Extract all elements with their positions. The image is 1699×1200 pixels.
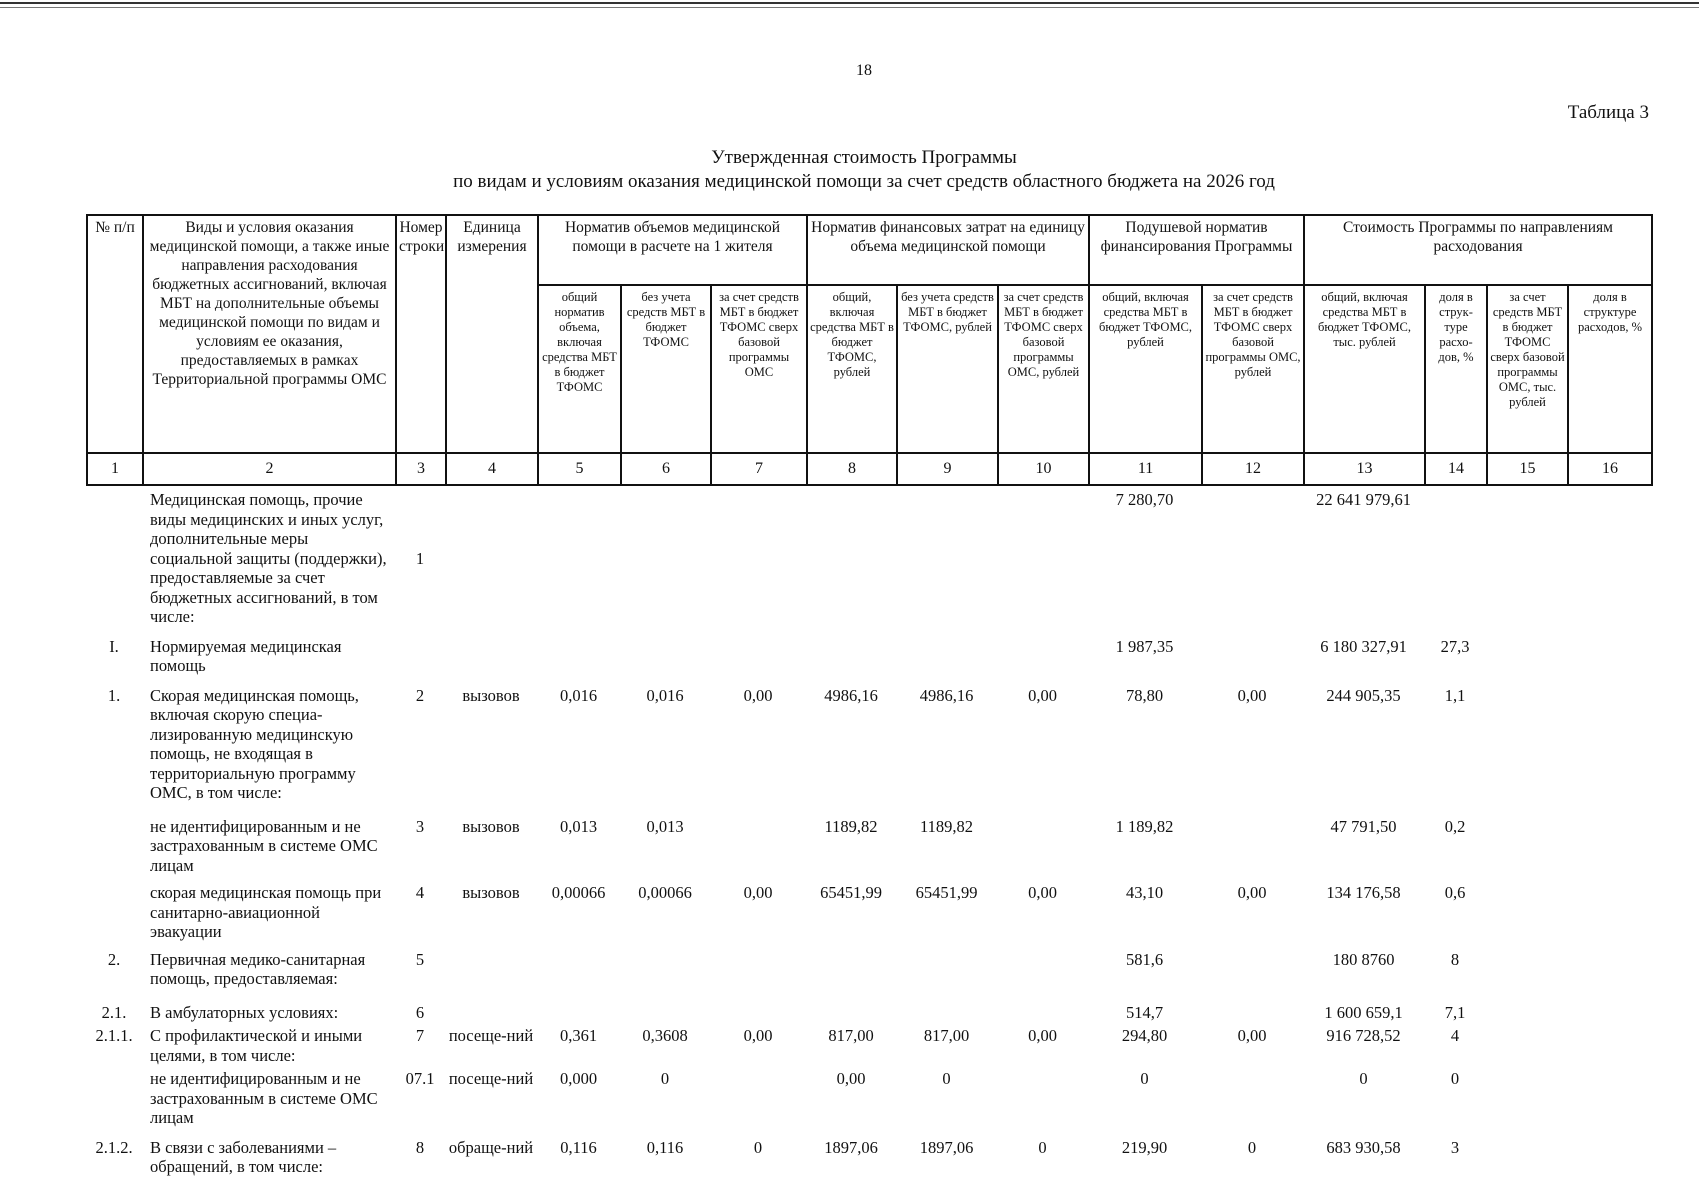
row-cost-total: 817,00 [828,1026,874,1045]
row-cost-mbt [997,637,1088,686]
row-percapita-mbt [1201,1003,1303,1027]
row-percapita-mbt [1201,950,1303,1003]
row-volume-total: 0,361 [559,1026,598,1045]
row-program-total: 244 905,35 [1326,685,1401,705]
row-program-mbt-share [1567,686,1651,817]
row-num [86,1069,142,1138]
row-volume-mbt [710,490,806,637]
row-cost-base: 4986,16 [919,685,974,705]
row-volume-base [620,637,710,686]
row-program-total: 6 180 327,91 [1320,636,1407,656]
row-program-share: 8 [1450,949,1460,969]
row-cost-mbt [997,817,1088,884]
row-percapita-mbt [1201,490,1303,637]
row-percapita-mbt [1201,1069,1303,1138]
row-program-mbt-share [1567,950,1651,1003]
row-program-mbt-share [1567,1003,1651,1027]
row-volume-total: 0,116 [560,1137,597,1157]
row-cost-mbt: 0,00 [1028,685,1057,705]
row-volume-total: 0,013 [559,816,598,836]
row-program-share: 0,2 [1444,816,1466,836]
header-sub-10: за счет средств МБТ в бюджет ТФОМС сверх базовой программы ОМС, рублей [998,285,1089,453]
row-cost-total [806,1003,896,1027]
row-unit: вызовов [462,685,520,705]
row-volume-base [620,490,710,637]
row-program-mbt [1486,883,1567,950]
row-program-total: 0 [1359,1069,1368,1088]
row-program-total: 134 176,58 [1326,883,1401,902]
row-volume-base: 0 [660,1069,670,1088]
row-percapita-mbt: 0 [1247,1137,1257,1157]
row-volume-mbt [710,817,806,884]
row-program-total: 916 728,52 [1326,1026,1401,1045]
row-cost-mbt: 0 [1038,1137,1047,1157]
row-line: 7 [415,1026,425,1045]
header-number-cell: 12 [1202,453,1304,485]
row-percapita-total: 294,80 [1121,1026,1168,1045]
row-line: 6 [415,1002,425,1022]
row-volume-base: 0,00066 [638,883,692,902]
header-number-cell: 8 [807,453,897,485]
row-cost-mbt [997,1069,1088,1138]
header-col-unit: Единица измерения [446,215,538,453]
row-volume-mbt [710,950,806,1003]
row-num: 2. [107,949,121,969]
row-name: скорая медицинская помощь при санитарно-авиационной эвакуации [150,883,382,941]
header-number-cell: 15 [1487,453,1568,485]
row-unit [445,950,537,1003]
row-num: 1. [107,685,121,705]
row-cost-base [896,637,997,686]
row-line: 8 [415,1137,425,1157]
row-unit [445,490,537,637]
row-program-share: 4 [1450,1026,1460,1045]
row-program-total: 47 791,50 [1330,816,1397,836]
header-sub-7: за счет средств МБТ в бюджет ТФОМС сверх базовой программы ОМС [711,285,807,453]
row-cost-total [806,490,896,637]
row-line: 1 [415,548,425,568]
row-unit: посеще-ний [448,1026,534,1045]
table-row [86,1138,1651,1187]
document-title: Утвержденная стоимость Программы [711,147,1017,168]
row-percapita-total: 514,7 [1125,1002,1164,1022]
row-percapita-total: 1 189,82 [1115,816,1174,836]
header-number-cell: 14 [1425,453,1487,485]
row-volume-base: 0,013 [646,816,684,836]
row-cost-base: 1897,06 [919,1137,974,1157]
row-name: Первичная медико-санитарная помощь, предоставляемая: [150,949,366,988]
header-group-volume: Норматив объемов медицинской помощи в расчете на 1 жителя [538,215,807,285]
page-number: 18 [856,62,872,79]
row-program-mbt-share [1567,490,1651,637]
header-sub-5: общий норматив объема, включая средства МБТ в бюджет ТФОМС [538,285,621,453]
row-cost-total [806,637,896,686]
row-unit: обраще-ний [448,1137,534,1157]
row-program-total: 683 930,58 [1326,1137,1401,1157]
row-line: 5 [415,949,425,969]
row-num: 2.1.2. [95,1137,133,1157]
row-volume-mbt: 0,00 [743,685,773,705]
header-sub-8: общий, включая средства МБТ в бюджет ТФОМС, рублей [807,285,897,453]
row-name: С профилактической и иными целями, в том числе: [150,1026,363,1065]
row-name: не идентифицированным и не застрахованным в системе ОМС лицам [150,1069,378,1127]
row-cost-base: 0 [942,1069,951,1088]
row-program-mbt [1486,686,1567,817]
table-row [86,883,1651,950]
table-row [86,817,1651,884]
row-num [86,490,142,637]
table-header [86,214,1653,486]
row-volume-mbt [710,637,806,686]
row-line: 07.1 [405,1069,435,1088]
header-number-cell: 16 [1568,453,1652,485]
row-program-total: 22 641 979,61 [1316,490,1411,509]
row-volume-mbt: 0,00 [743,883,773,902]
row-num: I. [109,636,119,656]
row-percapita-mbt [1201,817,1303,884]
row-program-mbt [1486,1138,1567,1187]
row-percapita-total: 0 [1140,1069,1149,1088]
row-percapita-mbt: 0,00 [1237,883,1267,902]
row-volume-mbt [710,1003,806,1027]
row-cost-base: 1189,82 [919,816,973,836]
header-number-cell: 5 [538,453,621,485]
row-cost-total: 1897,06 [824,1137,878,1157]
row-cost-mbt [997,490,1088,637]
row-program-share: 1,1 [1444,685,1466,705]
row-percapita-total: 7 280,70 [1115,490,1174,509]
row-cost-mbt [997,950,1088,1003]
row-volume-mbt [710,1069,806,1138]
header-number-cell: 6 [621,453,711,485]
header-sub-13: общий, включая средства МБТ в бюджет ТФОМС, тыс. рублей [1304,285,1425,453]
row-volume-total [537,950,620,1003]
row-unit: посеще-ний [448,1069,534,1088]
row-program-share: 7,1 [1444,1002,1466,1022]
header-sub-9: без учета средств МБТ в бюджет ТФОМС, рублей [897,285,998,453]
row-program-mbt [1486,1003,1567,1027]
row-unit [445,1003,537,1027]
row-volume-base: 0,016 [646,685,684,705]
row-line: 2 [415,685,425,705]
row-cost-base: 65451,99 [915,883,978,902]
row-cost-total: 65451,99 [820,883,882,902]
table-row [86,1069,1651,1138]
row-volume-base: 0,3608 [642,1026,688,1045]
row-program-mbt-share [1567,1026,1651,1069]
row-line [395,637,445,686]
row-name: В связи с заболеваниями – обращений, в том числе: [150,1137,337,1176]
row-volume-base [620,950,710,1003]
row-name: не идентифицированным и не застрахованным в системе ОМС лицам [150,816,378,875]
row-cost-total: 0,00 [836,1069,866,1088]
row-name: Скорая медицинская помощь, включая скорую специа-лизированную медицинскую помощь, не входящая в территориальную программу ОМС, в том числе: [150,685,359,802]
row-name: Медицинская помощь, прочие виды медицинских и иных услуг, дополнительные меры социальной защиты (поддержки), предоставляемые за счет бюджетных ассигнований, в том числе: [150,490,387,626]
row-program-total: 1 600 659,1 [1324,1002,1403,1022]
header-sub-15: за счет средств МБТ в бюджет ТФОМС сверх базовой программы ОМС, тыс. рублей [1487,285,1568,453]
row-program-mbt-share [1567,883,1651,950]
row-percapita-total: 78,80 [1125,685,1164,705]
header-number-row [87,453,1652,485]
row-program-mbt [1486,490,1567,637]
header-number-cell: 10 [998,453,1089,485]
row-cost-total: 4986,16 [824,685,878,705]
row-volume-total [537,637,620,686]
row-name: В амбулаторных условиях: [150,1002,339,1022]
row-program-share [1424,490,1486,637]
row-percapita-total: 43,10 [1125,883,1164,902]
row-num [86,883,142,950]
row-program-total: 180 8760 [1332,949,1395,969]
header-group-program-cost: Стоимость Программы по направлениям расходования [1304,215,1652,285]
header-col-line: Номер строки [396,215,446,453]
row-cost-total: 1189,82 [824,816,878,836]
header-sub-11: общий, включая средства МБТ в бюджет ТФОМС, рублей [1089,285,1202,453]
header-number-cell: 1 [87,453,143,485]
row-unit: вызовов [462,816,520,836]
header-col-name: Виды и условия оказания медицинской помощи, а также иные направления расходования бюджетных ассигнований, включая МБТ на дополнительные объемы медицинской помощи по видам и условиям ее оказания, предоставляемых в рамках Территориальной программы ОМС [143,215,396,453]
document-subtitle: по видам и условиям оказания медицинской помощи за счет средств областного бюджета на 2026 год [453,171,1275,192]
header-sub-6: без учета средств МБТ в бюджет ТФОМС [621,285,711,453]
row-cost-base [896,950,997,1003]
row-volume-total [537,1003,620,1027]
row-program-mbt [1486,950,1567,1003]
row-cost-total [806,950,896,1003]
table-row [86,637,1651,686]
row-percapita-mbt: 0,00 [1237,1026,1267,1045]
row-percapita-mbt: 0,00 [1237,685,1267,705]
row-cost-mbt [997,1003,1088,1027]
header-number-cell: 13 [1304,453,1425,485]
row-cost-mbt: 0,00 [1028,1026,1057,1045]
row-cost-base [896,1003,997,1027]
row-program-mbt-share [1567,637,1651,686]
row-program-mbt-share [1567,1069,1651,1138]
row-volume-base: 0,116 [646,1137,684,1157]
row-cost-base: 817,00 [923,1026,970,1045]
row-program-mbt [1486,637,1567,686]
row-line: 4 [415,883,425,902]
table-row [86,490,1651,637]
row-num [86,817,142,884]
row-name: Нормируемая медицинская помощь [150,636,342,675]
header-sub-16: доля в структуре расходов, % [1568,285,1652,453]
row-percapita-mbt [1201,637,1303,686]
row-volume-mbt: 0 [753,1137,763,1157]
row-cost-base [896,490,997,637]
row-program-share: 3 [1450,1137,1460,1157]
row-unit [445,637,537,686]
top-border-thin [0,7,1699,8]
row-program-mbt [1486,1069,1567,1138]
row-percapita-total: 581,6 [1125,949,1164,969]
header-group-percapita: Подушевой норматив финансирования Программы [1089,215,1304,285]
row-volume-base [620,1003,710,1027]
header-number-cell: 7 [711,453,807,485]
row-program-mbt [1486,817,1567,884]
header-number-cell: 11 [1089,453,1202,485]
header-number-cell: 9 [897,453,998,485]
row-program-share: 0 [1450,1069,1460,1088]
header-sub-14: доля в струк- туре расхо- дов, % [1425,285,1487,453]
row-program-share: 0,6 [1444,883,1466,902]
row-num: 2.1. [101,1002,127,1022]
row-program-share: 27,3 [1440,636,1470,656]
row-percapita-total: 1 987,35 [1115,636,1174,656]
header-sub-12: за счет средств МБТ в бюджет ТФОМС сверх базовой программы ОМС, рублей [1202,285,1304,453]
row-program-mbt-share [1567,1138,1651,1187]
row-unit: вызовов [462,883,520,902]
row-volume-total: 0,000 [559,1069,598,1088]
table-label: Таблица 3 [1567,102,1649,123]
row-program-mbt [1486,1026,1567,1069]
header-number-cell: 3 [396,453,446,485]
header-number-cell: 4 [446,453,538,485]
row-volume-mbt: 0,00 [743,1026,773,1045]
row-volume-total: 0,00066 [551,883,606,902]
row-cost-mbt: 0,00 [1028,883,1057,902]
table-row [86,1003,1651,1027]
row-line: 3 [415,816,425,836]
table-row [86,686,1651,817]
row-percapita-total: 219,90 [1121,1137,1168,1157]
table-row [86,950,1651,1003]
header-col-num: № п/п [87,215,143,453]
row-program-mbt-share [1567,817,1651,884]
row-volume-total: 0,016 [559,685,598,705]
top-border [0,2,1699,4]
table-body [86,490,1651,1187]
row-num: 2.1.1. [95,1026,133,1045]
header-group-cost: Норматив финансовых затрат на единицу объема медицинской помощи [807,215,1089,285]
header-number-cell: 2 [143,453,396,485]
row-volume-total [537,490,620,637]
table-row [86,1026,1651,1069]
